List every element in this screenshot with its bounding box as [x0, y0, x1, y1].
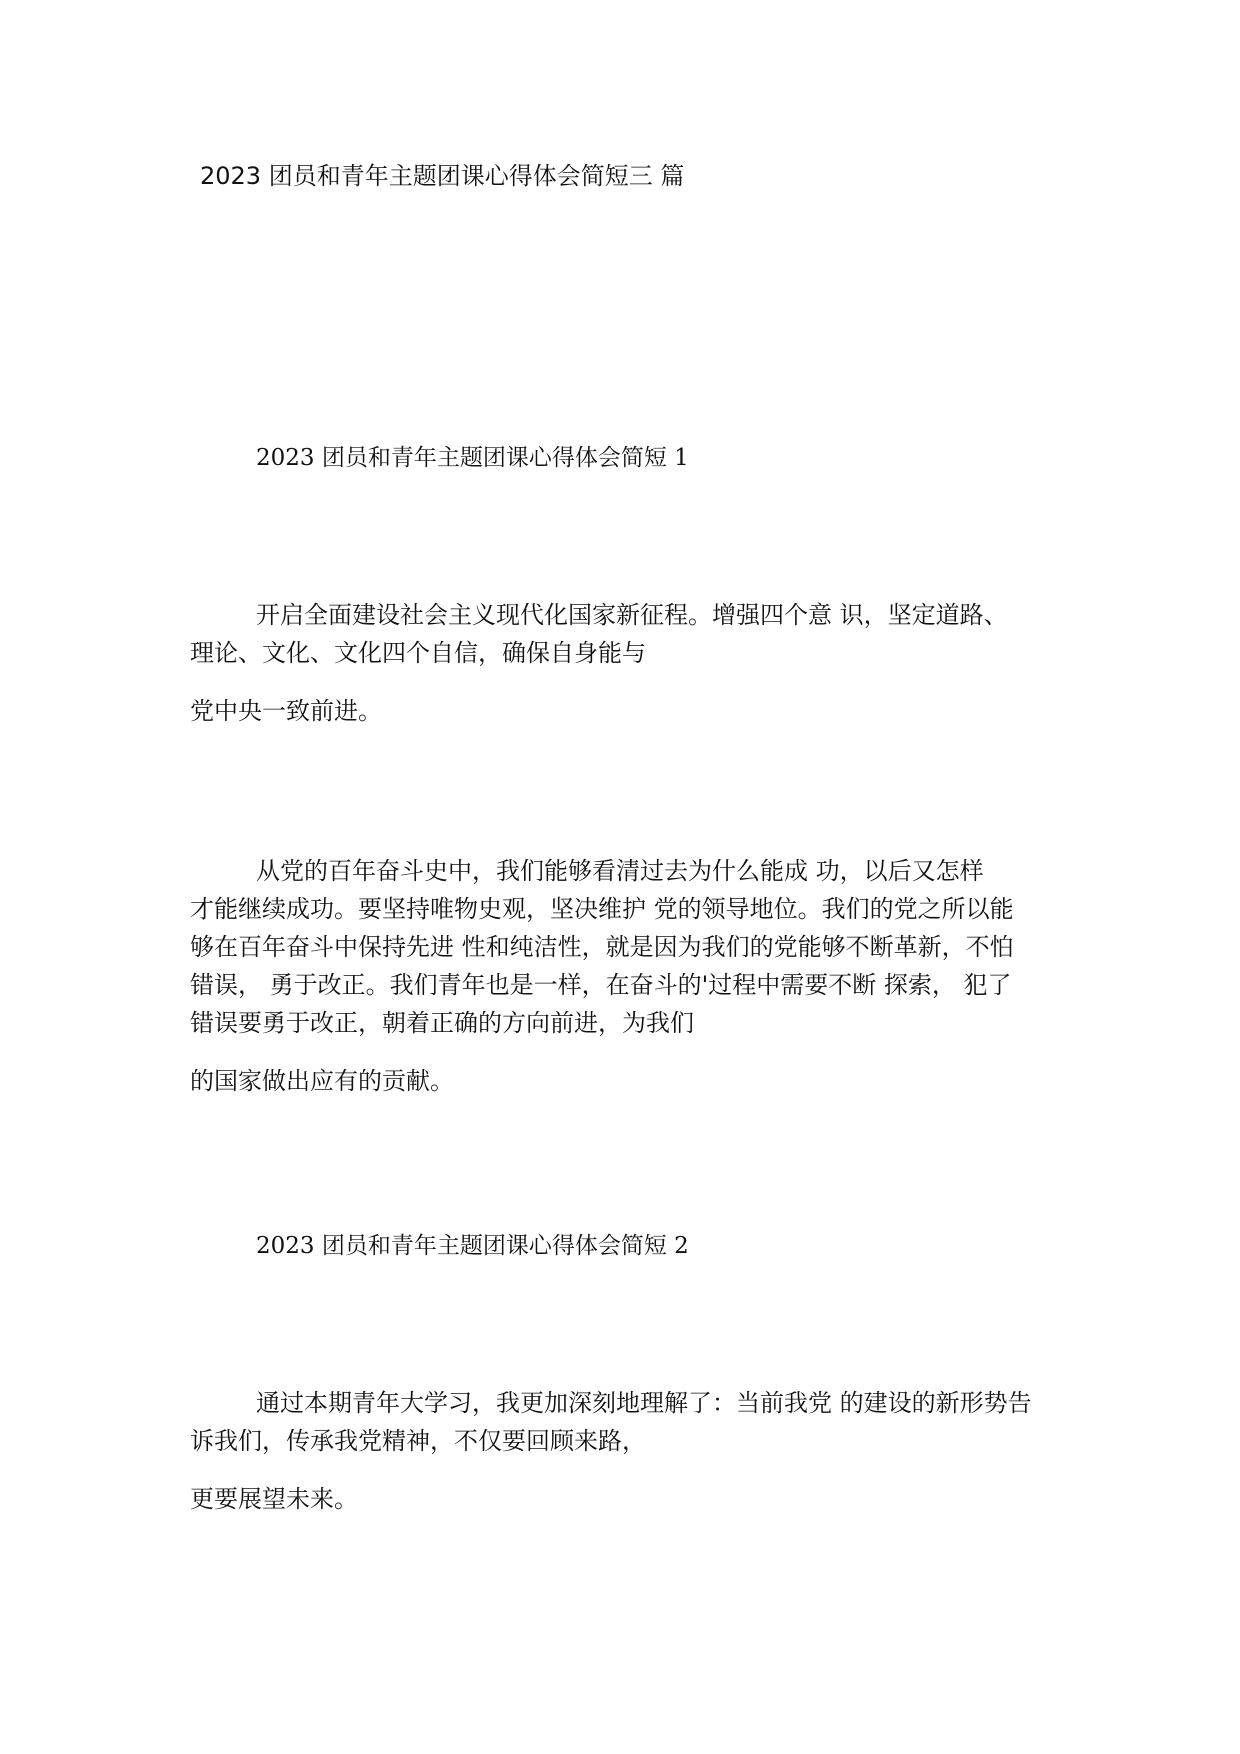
paragraph-line: 错误， 勇于改正。我们青年也是一样，在奋斗的'过程中需要不断 探索， 犯了 — [190, 971, 1012, 999]
section-heading-1: 2023 团员和青年主题团课心得体会简短 1 — [256, 445, 689, 471]
paragraph-line: 够在百年奋斗中保持先进 性和纯洁性，就是因为我们的党能够不断革新，不怕 — [190, 933, 1014, 961]
paragraph-tail: 党中央一致前进。 — [190, 697, 382, 725]
section-1-paragraph-2 — [190, 852, 1070, 1100]
section-2-paragraph-1 — [190, 1384, 1070, 1518]
paragraph-line: 通过本期青年大学习，我更加深刻地理解了：当前我党 的建设的新形势告 — [256, 1389, 1032, 1417]
document-title: 2023 团员和青年主题团课心得体会简短三 篇 — [200, 162, 685, 190]
paragraph-tail: 的国家做出应有的贡献。 — [190, 1067, 454, 1095]
paragraph-tail: 更要展望未来。 — [190, 1485, 358, 1513]
paragraph-line: 错误要勇于改正，朝着正确的方向前进，为我们 — [190, 1009, 694, 1037]
paragraph-line: 诉我们，传承我党精神，不仅要回顾来路， — [190, 1427, 646, 1455]
paragraph-line: 开启全面建设社会主义现代化国家新征程。增强四个意 识，坚定道路、 — [256, 601, 1008, 629]
section-1-paragraph-1 — [190, 596, 1070, 730]
paragraph-line: 才能继续成功。要坚持唯物史观，坚决维护 党的领导地位。我们的党之所以能 — [190, 895, 1014, 923]
paragraph-line: 理论、文化、文化四个自信，确保自身能与 — [190, 639, 646, 667]
paragraph-line: 从党的百年奋斗史中，我们能够看清过去为什么能成 功，以后又怎样 — [256, 857, 984, 885]
section-heading-2: 2023 团员和青年主题团课心得体会简短 2 — [256, 1233, 689, 1259]
